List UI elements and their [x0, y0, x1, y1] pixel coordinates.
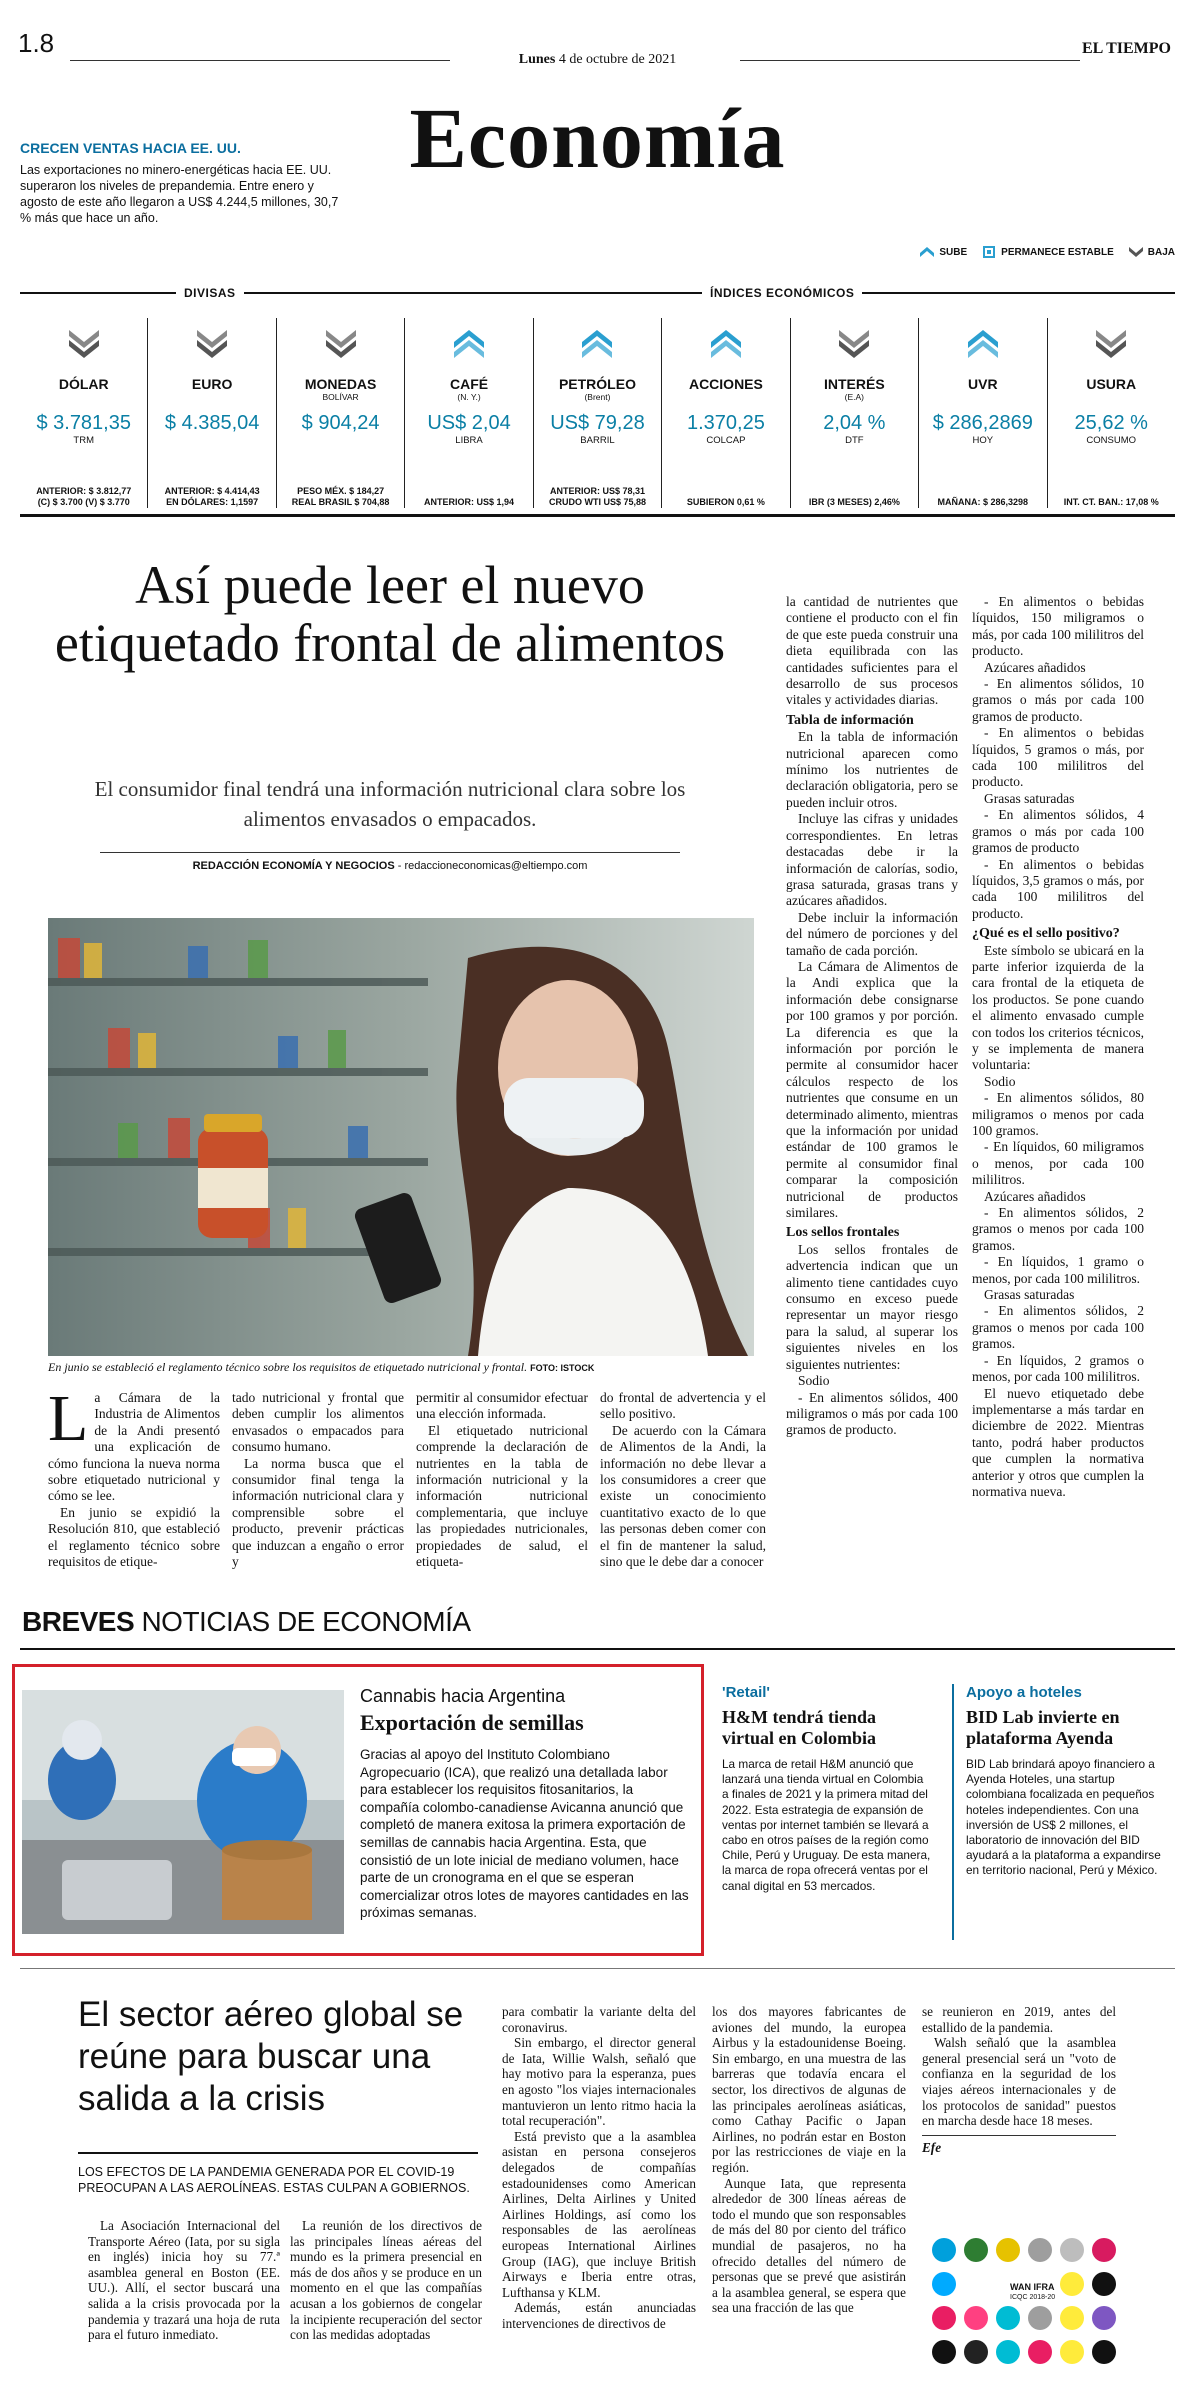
col5-p1: la cantidad de nutrientes que contiene el producto con el fin de que este pueda construir una dieta equilibrada con las cantidades suficientes para el desarrollo de sus procesos vitales y actividades diarias.	[786, 594, 958, 708]
legend-stable	[981, 245, 1114, 259]
article-headline: Así puede leer el nuevo etiquetado frontal de alimentos	[54, 555, 726, 673]
sector-c4a: los dos mayores fabricantes de aviones del mundo, la europea Airbus y la estadounidense Boeing. Sin embargo, en una muestra de las barreras que todavía encara el sector, los directivos de algunas de las principales aerolíneas asiáticas, como Cathay Pacific o Japan Airlines, no podrán estar en Boston por las restricciones de viaje en la región.	[712, 2004, 906, 2175]
indicator-2	[277, 318, 405, 508]
sector-c3c: Está previsto que a la asamblea asistan en persona consejeros delegados de compañías estadounidenses como American Airlines, Delta Airlines y United Airlines Holdings, así como los responsables de las aerolíneas europeas International Airlines Group (IAG), que incluye British Airways e Iberia entre otras, Lufthansa y KLM.	[502, 2128, 696, 2300]
calibration-dot	[932, 2238, 956, 2262]
col6-p4: - En alimentos o bebidas líquidos, 5 gramos o más, por cada 100 mililitros del producto.	[972, 725, 1144, 790]
article-byline	[100, 860, 680, 872]
col5-p4: Debe incluir la información del número de porciones y del tamaño de cada porción.	[786, 909, 958, 958]
indicator-footnote	[20, 486, 147, 508]
col4-p1: do frontal de advertencia y el sello positivo.	[600, 1390, 766, 1422]
brief-3-title: BID Lab invierte en plataforma Ayenda	[966, 1707, 1120, 1748]
indicator-foot-2: CRUDO WTI US$ 75,88	[548, 497, 646, 507]
brief-3	[966, 1684, 1174, 1879]
article-subhead: El consumidor final tendrá una información nutricional clara sobre los alimentos envasados o empacados.	[94, 777, 686, 831]
indicator-4	[534, 318, 662, 508]
article-column-1	[48, 1382, 220, 1570]
color-calibration-icon	[930, 2236, 1130, 2386]
trend-down-icon	[195, 326, 229, 360]
sector-c5a: se reunieron en 2019, antes del estallido de la pandemia.	[922, 2004, 1116, 2035]
newspaper-name: EL TIEMPO	[1081, 40, 1171, 57]
calibration-dot	[996, 2340, 1020, 2364]
trend-down-icon	[1094, 326, 1128, 360]
indicator-sub	[20, 392, 147, 402]
byline-email: - redaccioneconomicas@eltiempo.com	[397, 860, 588, 872]
sector-headline: El sector aéreo global se reúne para buscar una salida a la crisis	[78, 1995, 464, 2118]
page-number: 1.8	[18, 28, 55, 58]
col6-heading-positive: ¿Qué es el sello positivo?	[972, 926, 1120, 942]
indicator-value: $ 904,24	[301, 412, 380, 434]
col1-p2: En junio se expidió la Resolución 810, que estableció el reglamento técnico sobre requisitos de etique-	[48, 1504, 220, 1570]
col6-p14: - En líquidos, 1 gramo o menos, por cada 100 mililitros.	[972, 1254, 1144, 1286]
col4-p2: De acuerdo con la Cámara de Alimentos de la Andi, la información no debe llevar a los consumidores a creer que existe un conocimiento cuantitativo exacto de lo que las personas deben comer con el fin de mantener la salud, sino que le debe dar a conocer	[600, 1422, 766, 1570]
calibration-dot	[1028, 2306, 1052, 2330]
indicator-name: USURA	[1086, 376, 1137, 392]
article-column-2	[232, 1390, 404, 1570]
indicator-foot-1: ANTERIOR: $ 4.414,43	[164, 486, 260, 496]
indicator-value: US$ 79,28	[550, 412, 645, 434]
indicator-sub: (N. Y.)	[457, 392, 481, 402]
legend-up-label: SUBE	[939, 246, 968, 258]
indicator-footnote	[534, 486, 661, 508]
col6-p8: Este símbolo se ubicará en la parte inferior izquierda de la cara frontal de la etiqueta de los productos. Se pone cuando el alimento envasado cumple con todos los criterios técnicos, y se implementa de manera voluntaria:	[972, 942, 1144, 1073]
sidebox-title: CRECEN VENTAS HACIA EE. UU.	[20, 140, 241, 156]
sector-rule	[78, 2152, 478, 2154]
indicator-foot-2: (C) $ 3.700 (V) $ 3.770	[37, 497, 130, 507]
sector-column-5	[922, 2004, 1116, 2155]
indicator-unit: TRM	[73, 435, 94, 446]
calibration-dot	[1092, 2272, 1116, 2296]
col6-p6: - En alimentos sólidos, 4 gramos o más por cada 100 gramos de producto	[972, 807, 1144, 856]
article-dropcap: L	[48, 1382, 89, 1455]
article-column-6	[972, 594, 1144, 1500]
indicator-value: 1.370,25	[686, 412, 765, 434]
col6-p3: - En alimentos sólidos, 10 gramos o más por cada 100 gramos de producto.	[972, 676, 1144, 724]
down-chevron-icon	[1128, 245, 1144, 259]
trend-up-icon	[709, 326, 743, 360]
col6-p12: Azúcares añadidos	[984, 1188, 1086, 1204]
col5-p7: Sodio	[798, 1373, 830, 1389]
indicator-unit: HOY	[972, 435, 994, 446]
indicator-unit: BARRIL	[580, 435, 615, 446]
calibration-dot	[1060, 2238, 1084, 2262]
indicator-sub	[1048, 392, 1175, 402]
indicator-3	[405, 318, 533, 508]
trend-up-icon	[580, 326, 614, 360]
calibration-dot	[996, 2238, 1020, 2262]
breves-title-rest: NOTICIAS DE ECONOMÍA	[141, 1606, 471, 1637]
trend-legend	[919, 245, 1175, 259]
indicator-unit: DTF	[845, 435, 864, 446]
photo-caption-text: En junio se estableció el reglamento técnico sobre los requisitos de etiquetado nutricional y frontal.	[48, 1360, 528, 1374]
print-color-bar	[930, 2236, 1130, 2386]
indicator-sub: (Brent)	[584, 392, 611, 402]
col5-heading-seals: Los sellos frontales	[786, 1225, 900, 1241]
indicator-foot-1: MAÑANA: $ 286,3298	[937, 497, 1029, 507]
col6-p18: El nuevo etiquetado debe implementarse a más tardar en diciembre de 2022. Mientras tanto, podrá haber productos que cumplen la normativa anterior y otros que cumplen la normativa nueva.	[972, 1385, 1144, 1499]
indicator-foot-1: ANTERIOR: $ 3.812,77	[36, 486, 132, 496]
col3-p2: El etiquetado nutricional comprende la declaración de nutrientes en la tabla de información nutricional y la información nutricional complementaria, que incluye las propiedades nutricionales, propiedades de salud, el etiqueta-	[416, 1422, 588, 1570]
indicator-name: ACCIONES	[688, 376, 763, 392]
band-label-indices: ÍNDICES ECONÓMICOS	[702, 286, 862, 300]
sector-column-1	[88, 2218, 280, 2343]
indicator-value: 25,62 %	[1074, 412, 1148, 434]
byline-rule	[100, 852, 680, 853]
col6-p1: - En alimentos o bebidas líquidos, 150 miligramos o más, por cada 100 mililitros del producto.	[972, 594, 1144, 659]
indicator-6	[791, 318, 919, 508]
calibration-dot	[932, 2306, 956, 2330]
indicator-foot-1: SUBIERON 0,61 %	[686, 497, 765, 507]
col5-p5: La Cámara de Alimentos de la Andi explica que la información debe consignarse por 100 gramos y por porción. La diferencia es que la información por porción le permite al consumidor hacer cálculos respecto de los nutrientes que consume en un determinado alimento, mientras que la información por unidad estándar de 100 gramos le permite al consumidor final comparar la composición nutricional de productos similares.	[786, 958, 958, 1221]
sector-c4b: Aunque Iata, que representa alrededor de 300 líneas aéreas de todo el mundo que son responsables de más del 80 por ciento del tráfico mundial de pasajeros, no ha ofrecido detalles del número de personas que se prevé que asistirán a la asamblea general, se espera que sea una fracción de las que	[712, 2175, 906, 2316]
trend-up-icon	[452, 326, 486, 360]
indicator-name: INTERÉS	[824, 376, 885, 392]
legend-down-label: BAJA	[1147, 246, 1175, 258]
calibration-dot	[964, 2340, 988, 2364]
article-photo	[48, 918, 754, 1356]
calibration-dot	[1092, 2238, 1116, 2262]
calibration-dot	[1060, 2340, 1084, 2364]
section-divider	[20, 1968, 1175, 1969]
calibration-dot	[996, 2306, 1020, 2330]
brief-photo	[22, 1690, 344, 1934]
col6-p9: Sodio	[984, 1073, 1016, 1089]
brief-divider	[952, 1684, 954, 1940]
article-column-3	[416, 1390, 588, 1570]
calibration-dot	[1060, 2306, 1084, 2330]
ifra-brand: WAN IFRA	[1010, 2282, 1055, 2292]
indicator-value: 2,04 %	[823, 412, 886, 434]
col1-p1: a Cámara de la Industria de Alimentos de la Andi presentó una explicación de cómo funciona la nueva norma sobre etiquetado nutricional y cómo se lee.	[48, 1390, 220, 1504]
col5-p6: Los sellos frontales de advertencia indican que un alimento tiene cantidades cuyo consumo en exceso puede representar un mayor riesgo para la salud, al superar los siguientes niveles en los siguientes nutrientes:	[786, 1241, 958, 1372]
indicator-sub: (E.A)	[844, 392, 865, 402]
indicator-footnote	[791, 497, 918, 508]
indicator-sub: BOLÍVAR	[322, 392, 359, 402]
brief-3-kicker: Apoyo a hoteles	[966, 1684, 1082, 1701]
brief-1-body: Gracias al apoyo del Instituto Colombiano Agropecuario (ICA), que realizó una detallada labor para establecer los requisitos fitosanitarios, la compañía colombo-canadiense Avicanna anunció que completó de manera exitosa la primera exportación de semillas de cannabis hacia Argentina. Esta, que consistió de un lote inicial de mediano volumen, hace parte de un cronograma en el que se esperan comercializar otros lotes de mayores cantidades en las próximas semanas.	[360, 1747, 689, 1921]
indicator-unit: CONSUMO	[1086, 435, 1137, 446]
indicators-table	[20, 318, 1175, 508]
brief-1-title: Exportación de semillas	[360, 1710, 584, 1735]
ifra-sub: ICQC 2018-20	[1010, 2294, 1056, 2301]
indicator-foot-2: REAL BRASIL $ 704,88	[291, 497, 390, 507]
calibration-dot	[1028, 2340, 1052, 2364]
sector-c2: La reunión de los directivos de las principales líneas aéreas del mundo es la primera presencial en más de dos años y se produce en un momento en el que las compañías acusan a los gobiernos de congelar la incipiente recuperación del sector con las medidas adoptadas	[290, 2218, 482, 2343]
col6-p15: Grasas saturadas	[984, 1287, 1075, 1303]
calibration-dot	[964, 2306, 988, 2330]
brief-2-kicker: 'Retail'	[722, 1684, 770, 1701]
indicator-name: UVR	[968, 376, 998, 392]
indicators-bottom-rule	[20, 514, 1175, 517]
lab-workers-illustration	[22, 1690, 344, 1934]
indicator-foot-1: INT. CT. BAN.: 17,08 %	[1063, 497, 1159, 507]
brief-1-kicker: Cannabis hacia Argentina	[360, 1686, 566, 1706]
col6-p7: - En alimentos o bebidas líquidos, 3,5 gramos o más, por cada 100 mililitros del producto.	[972, 856, 1144, 921]
indicator-name: EURO	[191, 376, 233, 392]
indicator-1	[148, 318, 276, 508]
indicator-footnote	[277, 486, 404, 508]
indicator-8	[1048, 318, 1175, 508]
brief-3-body: BID Lab brindará apoyo financiero a Ayenda Hoteles, una startup colombiana focalizada en pequeños hoteles independientes. Con una inversión de US$ 2 millones, el laboratorio de innovación del BID ayudará a la plataforma a expandirse en territorio nacional, Perú y México.	[966, 1757, 1161, 1878]
sector-c3a: para combatir la variante delta del coronavirus.	[502, 2004, 696, 2035]
trend-down-icon	[67, 326, 101, 360]
col6-p10: - En alimentos sólidos, 80 miligramos o menos por cada 100 gramos.	[972, 1090, 1144, 1138]
sector-column-3	[502, 2004, 696, 2331]
trend-down-icon	[837, 326, 871, 360]
indicator-footnote	[662, 497, 789, 508]
section-title: Economía	[409, 90, 786, 186]
brief-2	[722, 1684, 932, 1894]
indicator-name: CAFÉ	[449, 376, 489, 392]
col2-p2: La norma busca que el consumidor final tenga la información nutricional clara y comprensible sobre el producto, prevenir prácticas que induzcan a engaño o error y	[232, 1455, 404, 1570]
indicator-unit: LIBRA	[455, 435, 483, 446]
sector-c3b: Sin embargo, el director general de Iata, Willie Walsh, señaló que hay motivo para la esperanza, pues en agosto "los viajes internacionales mantuvieron un lento ritmo hacia la total recuperación".	[502, 2035, 696, 2129]
indicator-foot-2: EN DÓLARES: 1,1597	[166, 497, 259, 507]
indicator-foot-1: ANTERIOR: US$ 78,31	[549, 486, 645, 496]
breves-title-bold: BREVES	[22, 1606, 135, 1637]
sector-column-4	[712, 2004, 906, 2316]
indicator-foot-1: PESO MÉX. $ 184,27	[297, 486, 385, 496]
trend-up-icon	[966, 326, 1000, 360]
col5-p3: Incluye las cifras y unidades correspondientes. En letras destacadas debe ir la información de calorías, sodio, grasa saturada, grasas trans y azúcares añadidos.	[786, 811, 958, 909]
col6-p17: - En líquidos, 2 gramos o menos, por cada 100 mililitros.	[972, 1352, 1144, 1385]
col6-p2: Azúcares añadidos	[984, 659, 1086, 675]
col5-heading-table: Tabla de información	[786, 712, 914, 728]
sector-c5b: Walsh señaló que la asamblea general presencial será un "voto de confianza en la seguridad de los viajes aéreos internacionales y de los protocolos de sanidad" puestos en marcha desde hace 18 meses.	[922, 2035, 1116, 2129]
indicator-footnote	[919, 497, 1046, 508]
band-label-divisas: DIVISAS	[176, 286, 244, 300]
breves-title	[22, 1606, 471, 1638]
indicator-footnote	[405, 497, 532, 508]
col2-p1: tado nutricional y frontal que deben cumplir los alimentos envasados o empacados para consumo humano.	[232, 1390, 404, 1455]
sidebox-text: Las exportaciones no minero-energéticas hacia EE. UU. superaron los niveles de prepandemia. Entre enero y agosto de este año llegaron a US$ 4.244,5 millones, 30,7 % más que hace un año.	[20, 163, 339, 225]
sidebox	[20, 140, 340, 226]
brief-2-body: La marca de retail H&M anunció que lanzará una tienda virtual en Colombia a finales de 2021 y la primera mitad del 2022. Esta estrategia de expansión de ventas por internet también se llevará a cabo en otros países de la región como Chile, Perú y Uruguay. De esta manera, la marca de ropa ofrecerá ventas por el canal digital en 53 mercados.	[722, 1757, 931, 1893]
col6-p16: - En alimentos sólidos, 2 gramos o menos por cada 100 gramos.	[972, 1303, 1144, 1352]
indicator-value: $ 286,2869	[932, 412, 1033, 434]
col6-p5: Grasas saturadas	[984, 790, 1075, 806]
calibration-dot	[964, 2238, 988, 2262]
legend-up	[919, 245, 967, 259]
photo-credit: FOTO: ISTOCK	[530, 1363, 595, 1373]
trend-down-icon	[324, 326, 358, 360]
indicator-sub	[148, 392, 275, 402]
article-column-5	[786, 594, 958, 1439]
issue-weekday: Lunes	[518, 52, 556, 67]
calibration-dot	[1092, 2340, 1116, 2364]
calibration-dot	[1060, 2272, 1084, 2296]
indicator-name: DÓLAR	[58, 376, 109, 392]
indicator-7	[919, 318, 1047, 508]
col5-p8: - En alimentos sólidos, 400 miligramos o más por cada 100 gramos de producto.	[786, 1389, 958, 1438]
indicator-value: $ 3.781,35	[36, 412, 131, 434]
breves-rule	[20, 1648, 1175, 1650]
issue-date-text: 4 de octubre de 2021	[558, 52, 677, 67]
sector-column-2	[290, 2218, 482, 2343]
indicator-sub	[919, 392, 1046, 402]
article-column-4	[600, 1390, 766, 1570]
photo-caption	[48, 1360, 754, 1375]
indicator-sub	[662, 392, 789, 402]
legend-stable-label: PERMANECE ESTABLE	[1001, 246, 1114, 258]
col5-p2: En la tabla de información nutricional aparecen como mínimo los nutrientes de declaración obligatoria, pero se pueden incluir otros.	[786, 729, 958, 810]
calibration-dot	[1028, 2238, 1052, 2262]
indicator-name: MONEDAS	[304, 376, 377, 392]
indicator-name: PETRÓLEO	[558, 376, 636, 392]
calibration-dot	[932, 2272, 956, 2296]
up-chevron-icon	[919, 245, 935, 259]
sector-c3d: Además, están anunciadas intervenciones de directivos de	[502, 2300, 696, 2331]
calibration-dot	[1092, 2306, 1116, 2330]
brief-2-title: H&M tendrá tienda virtual en Colombia	[722, 1707, 877, 1748]
stable-square-icon	[981, 245, 997, 259]
indicator-value: $ 4.385,04	[164, 412, 260, 434]
indicator-unit: COLCAP	[706, 435, 746, 446]
sector-credit: Efe	[922, 2135, 1116, 2156]
indicator-5	[662, 318, 790, 508]
col6-p13: - En alimentos sólidos, 2 gramos o menos por cada 100 gramos.	[972, 1205, 1144, 1253]
indicator-foot-1: ANTERIOR: US$ 1,94	[424, 497, 515, 507]
indicator-foot-1: IBR (3 MESES) 2,46%	[808, 497, 900, 507]
sector-c1: La Asociación Internacional del Transporte Aéreo (Iata, por su sigla en inglés) inicia hoy su 77.ª asamblea general en Boston (EE. UU.). Allí, el sector buscará una salida a la crisis provocada por la pandemia y trazará una hoja de ruta para el futuro inmediato.	[88, 2218, 280, 2343]
indicator-footnote	[1048, 497, 1175, 508]
byline-author: REDACCIÓN ECONOMÍA Y NEGOCIOS	[192, 860, 395, 872]
legend-down	[1128, 245, 1175, 259]
shopper-photo-illustration	[48, 918, 754, 1356]
indicator-value: US$ 2,04	[427, 412, 511, 434]
indicator-footnote	[148, 486, 275, 508]
col6-p11: - En líquidos, 60 miligramos o menos, por cada 100 mililitros.	[972, 1139, 1144, 1188]
indicator-0	[20, 318, 148, 508]
issue-date	[0, 52, 1195, 68]
sector-subhead: LOS EFECTOS DE LA PANDEMIA GENERADA POR EL COVID-19 PREOCUPAN A LAS AEROLÍNEAS. ESTAS CULPAN A GOBIERNOS.	[78, 2165, 470, 2195]
col3-p1: permitir al consumidor efectuar una elección informada.	[416, 1390, 588, 1422]
calibration-dot	[932, 2340, 956, 2364]
